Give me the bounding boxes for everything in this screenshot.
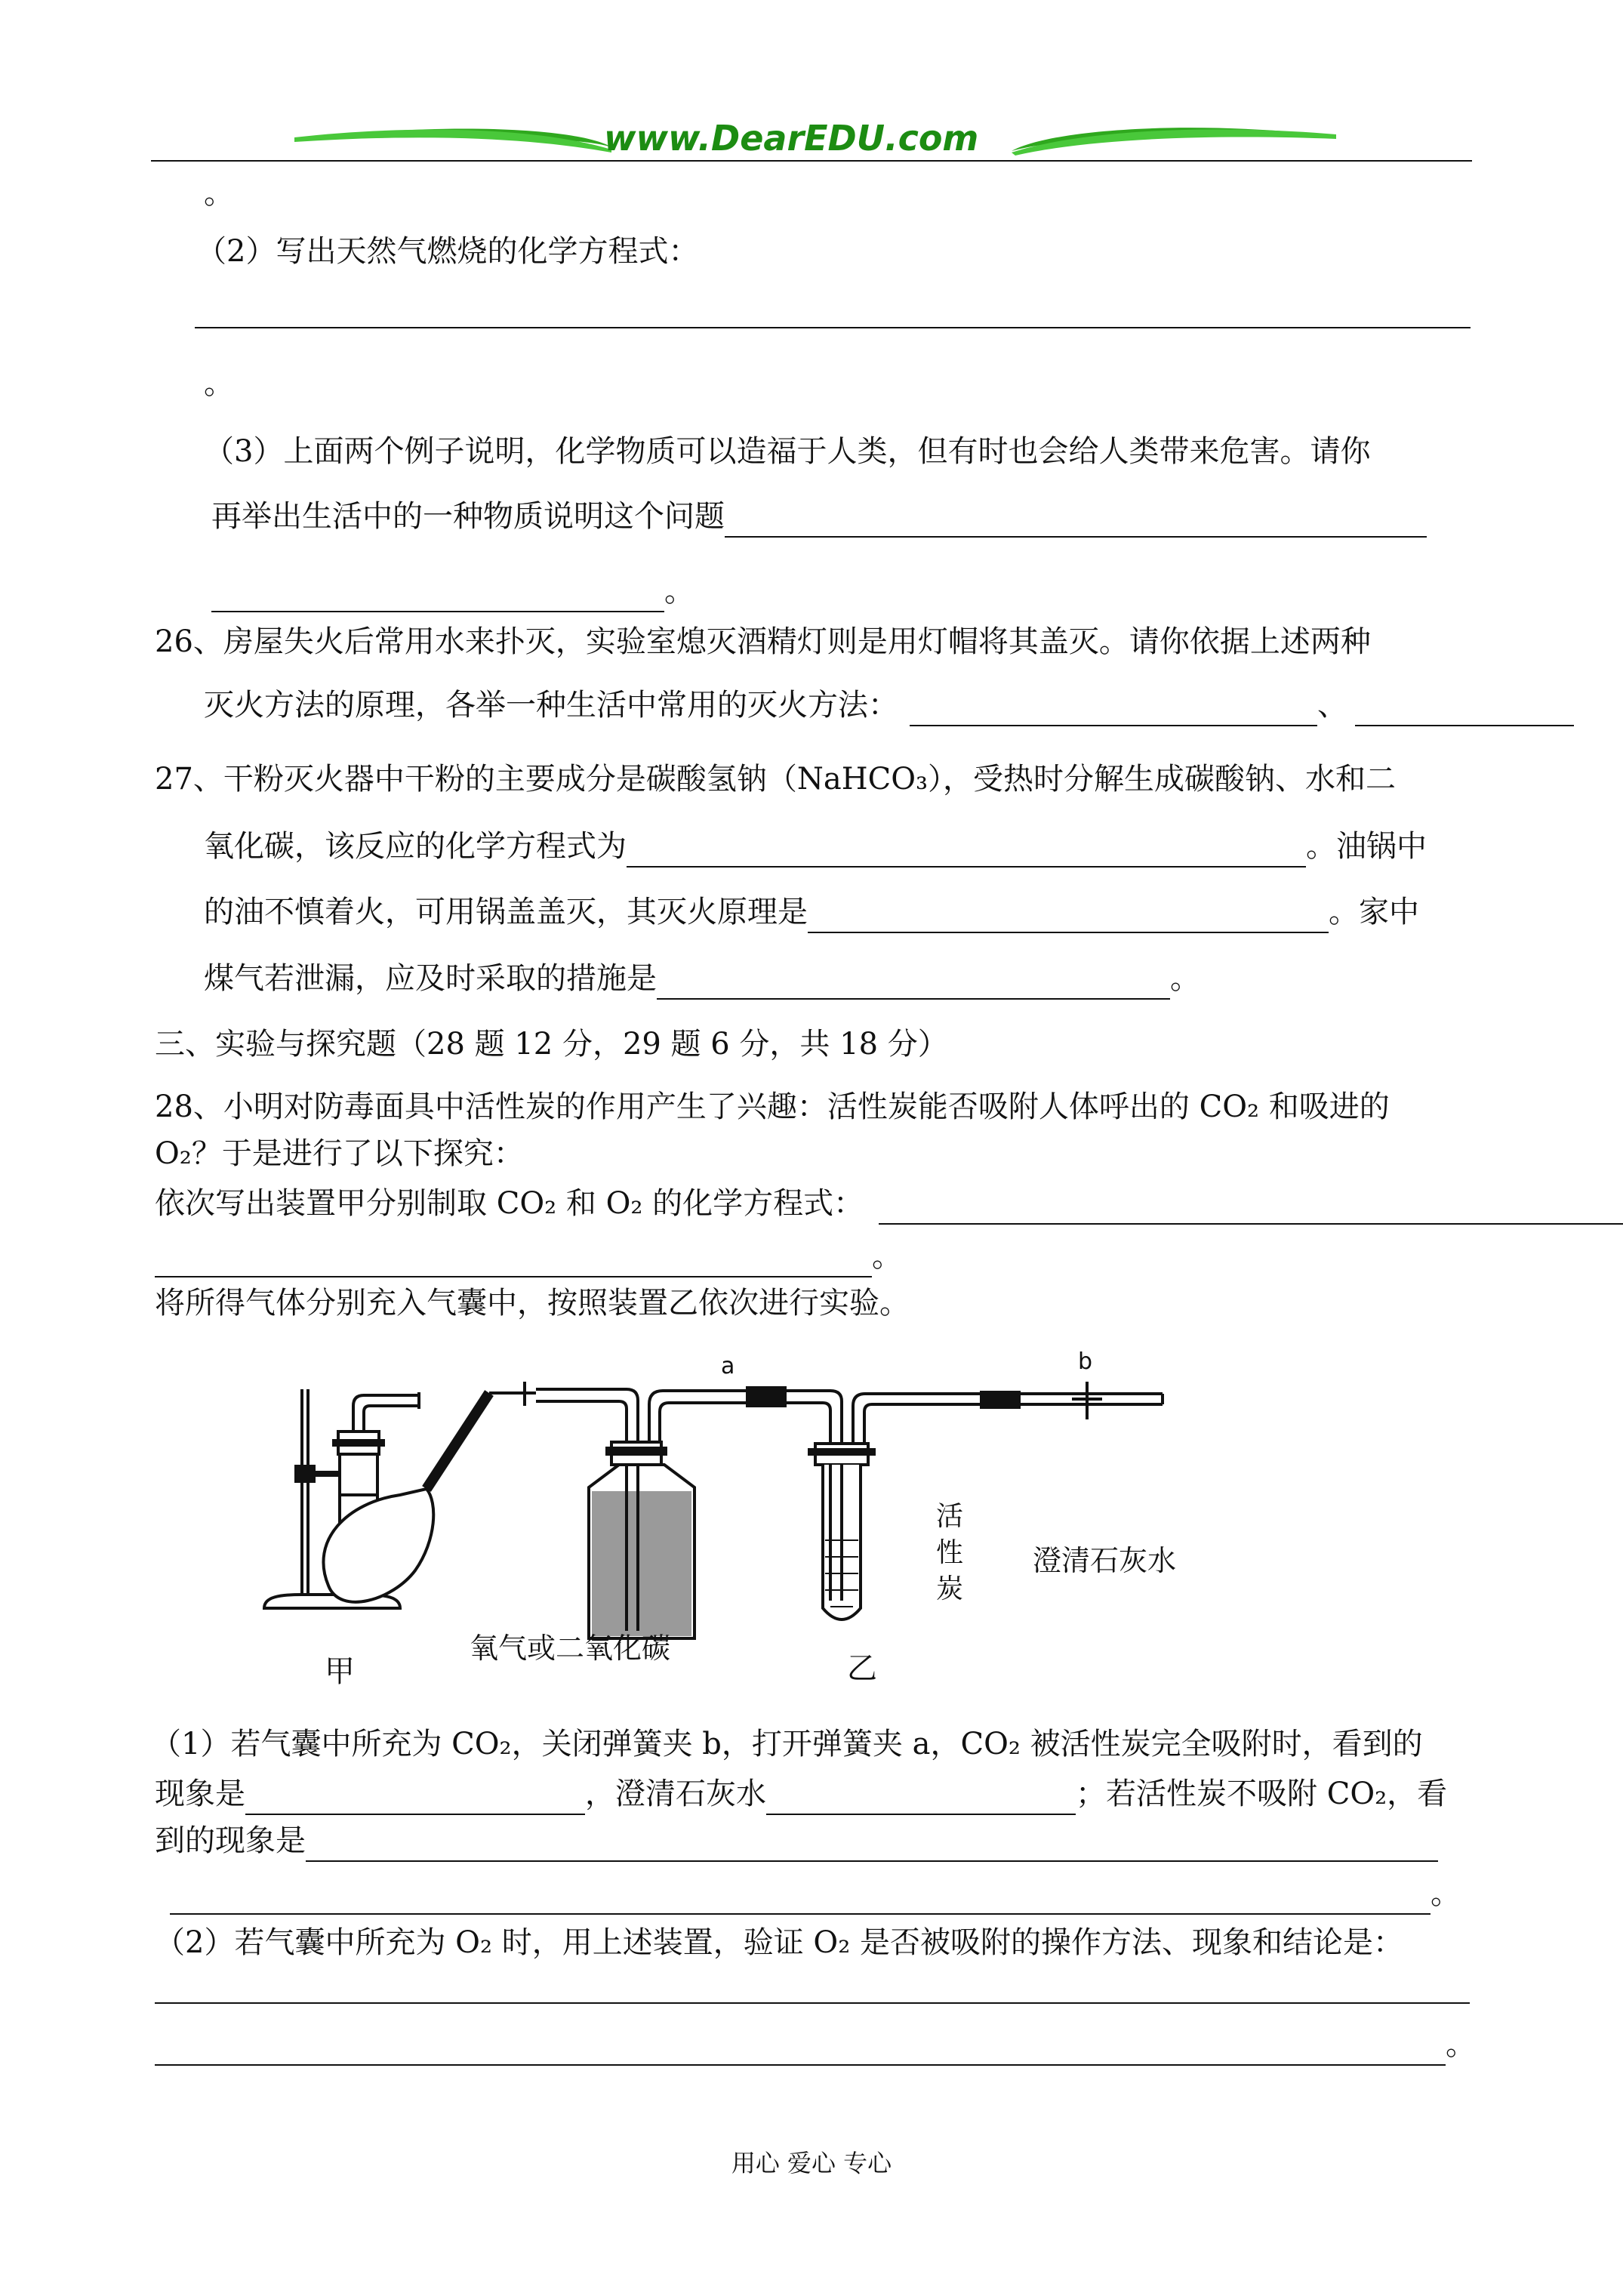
- q28-p1-blank-1[interactable]: [245, 1780, 585, 1815]
- q28-p2-blank-2[interactable]: [155, 2031, 1446, 2066]
- q28-p1-line2: [155, 1773, 1447, 1815]
- q25-part2-label: （2）写出天然气燃烧的化学方程式：: [196, 234, 699, 269]
- label-gas-bag: 氧气或二氧化碳: [470, 1632, 671, 1665]
- q25-part3-line1: （3）上面两个例子说明，化学物质可以造福于人类，但有时也会给人类带来危害。请你: [204, 434, 1371, 469]
- section3-title: 三、实验与探究题（28 题 12 分，29 题 6 分，共 18 分）: [155, 1027, 948, 1062]
- q27-line2-text: 氧化碳，该反应的化学方程式为: [204, 829, 627, 864]
- q28-answer-blank-1[interactable]: [879, 1190, 1623, 1225]
- q28-p2-answer-line-1: [155, 2002, 1470, 2004]
- label-b: b: [1078, 1348, 1093, 1375]
- q25-answer-line-1: [195, 327, 1471, 328]
- q27-line3: [204, 891, 1419, 933]
- q28-answer-blank-2[interactable]: [155, 1243, 872, 1277]
- q26-separator: 、: [1317, 688, 1347, 723]
- q28-line5: 将所得气体分别充入气囊中，按照装置乙依次进行实验。: [155, 1286, 910, 1321]
- q27-line2-tail: 。油锅中: [1306, 829, 1427, 864]
- label-limewater: 澄清石灰水: [1033, 1544, 1177, 1577]
- q27-line2: [204, 825, 1427, 868]
- q28-p2-line1: （2）若气囊中所充为 O₂ 时，用上述装置，验证 O₂ 是否被吸附的操作方法、现象和结论是：: [155, 1925, 1403, 1960]
- q28-p1-line3: [155, 1820, 1438, 1862]
- q26-line2: [204, 684, 1574, 726]
- q28-p1-line1: （1）若气囊中所充为 CO₂，关闭弹簧夹 b，打开弹簧夹 a，CO₂ 被活性炭完全吸附时，看到的: [151, 1727, 1423, 1761]
- q28-p1-line4: [170, 1872, 1461, 1915]
- q27-line3-text: 的油不慎着火，可用锅盖盖灭，其灭火原理是: [204, 895, 808, 929]
- q25-tail-1: 。: [204, 176, 234, 211]
- q28-line1: 28、小明对防毒面具中活性炭的作用产生了兴趣：活性炭能否吸附人体呼出的 CO₂ 和吸进的: [155, 1089, 1390, 1124]
- q27-answer-blank-2[interactable]: [808, 898, 1329, 933]
- q28-p2-tail: 。: [1446, 2027, 1476, 2062]
- label-jia: 甲: [325, 1654, 355, 1689]
- q28-p1-line3-text: 到的现象是: [155, 1823, 306, 1858]
- apparatus-drawing: [226, 1359, 1208, 1691]
- q28-line3: [155, 1182, 1623, 1225]
- carbon-bottle: [536, 1388, 785, 1638]
- header-site-name: www.DearEDU.com: [604, 118, 979, 159]
- q25-part3-line2-text: 再举出生活中的一种物质说明这个问题: [211, 499, 725, 534]
- q26-line2-text: 灭火方法的原理，各举一种生活中常用的灭火方法：: [204, 688, 898, 723]
- q28-line2: O₂？于是进行了以下探究：: [155, 1136, 524, 1171]
- label-yi: 乙: [847, 1651, 877, 1686]
- apparatus-diagram: [226, 1348, 1208, 1691]
- q26-line1: 26、房屋失火后常用水来扑灭，实验室熄灭酒精灯则是用灯帽将其盖灭。请你依据上述两种: [155, 624, 1371, 659]
- label-carbon-3: 炭: [936, 1573, 964, 1604]
- q27-answer-blank-3[interactable]: [657, 965, 1170, 1000]
- q27-line4: [204, 957, 1200, 1000]
- q28-p1-blank-3[interactable]: [306, 1827, 1438, 1862]
- label-carbon-2: 性: [936, 1537, 964, 1568]
- q28-p1-line2-text: 现象是: [155, 1777, 245, 1811]
- q25-answer-blank-2[interactable]: [725, 503, 1427, 538]
- q26-answer-blank-2[interactable]: [1355, 692, 1574, 726]
- q28-line4: [155, 1235, 902, 1277]
- q25-part3-line2: [211, 495, 1427, 538]
- q28-p1-tail: 。: [1431, 1876, 1461, 1911]
- q28-p2-line3: [155, 2023, 1476, 2066]
- q25-part3-line3: [211, 570, 694, 612]
- header-rule: [151, 160, 1472, 162]
- q27-line1: 27、干粉灭火器中干粉的主要成分是碳酸氢钠（NaHCO₃），受热时分解生成碳酸钠、水和二: [155, 762, 1397, 797]
- label-a: a: [721, 1353, 735, 1379]
- q28-line4-tail: 。: [872, 1239, 902, 1274]
- q25-answer-blank-3[interactable]: [211, 578, 664, 612]
- q27-line4-tail: 。: [1170, 961, 1200, 996]
- q25-tail-2: 。: [204, 366, 234, 401]
- q28-p1-line2-mid: ，澄清石灰水: [585, 1777, 766, 1811]
- label-carbon-1: 活: [936, 1501, 964, 1532]
- q26-answer-blank-1[interactable]: [910, 692, 1317, 726]
- q27-line4-text: 煤气若泄漏，应及时采取的措施是: [204, 961, 657, 996]
- q25-tail-3: 。: [664, 574, 694, 609]
- q28-p1-blank-2[interactable]: [766, 1780, 1076, 1815]
- q28-line3-text: 依次写出装置甲分别制取 CO₂ 和 O₂ 的化学方程式：: [155, 1186, 864, 1221]
- limewater-tube: [785, 1382, 1163, 1620]
- page-footer: 用心 爱心 专心: [731, 2149, 892, 2177]
- q28-p1-blank-4[interactable]: [170, 1880, 1431, 1915]
- q28-p1-line2-tail: ；若活性炭不吸附 CO₂，看: [1076, 1777, 1448, 1811]
- q27-line3-tail: 。家中: [1329, 895, 1419, 929]
- q27-answer-blank-1[interactable]: [627, 833, 1306, 868]
